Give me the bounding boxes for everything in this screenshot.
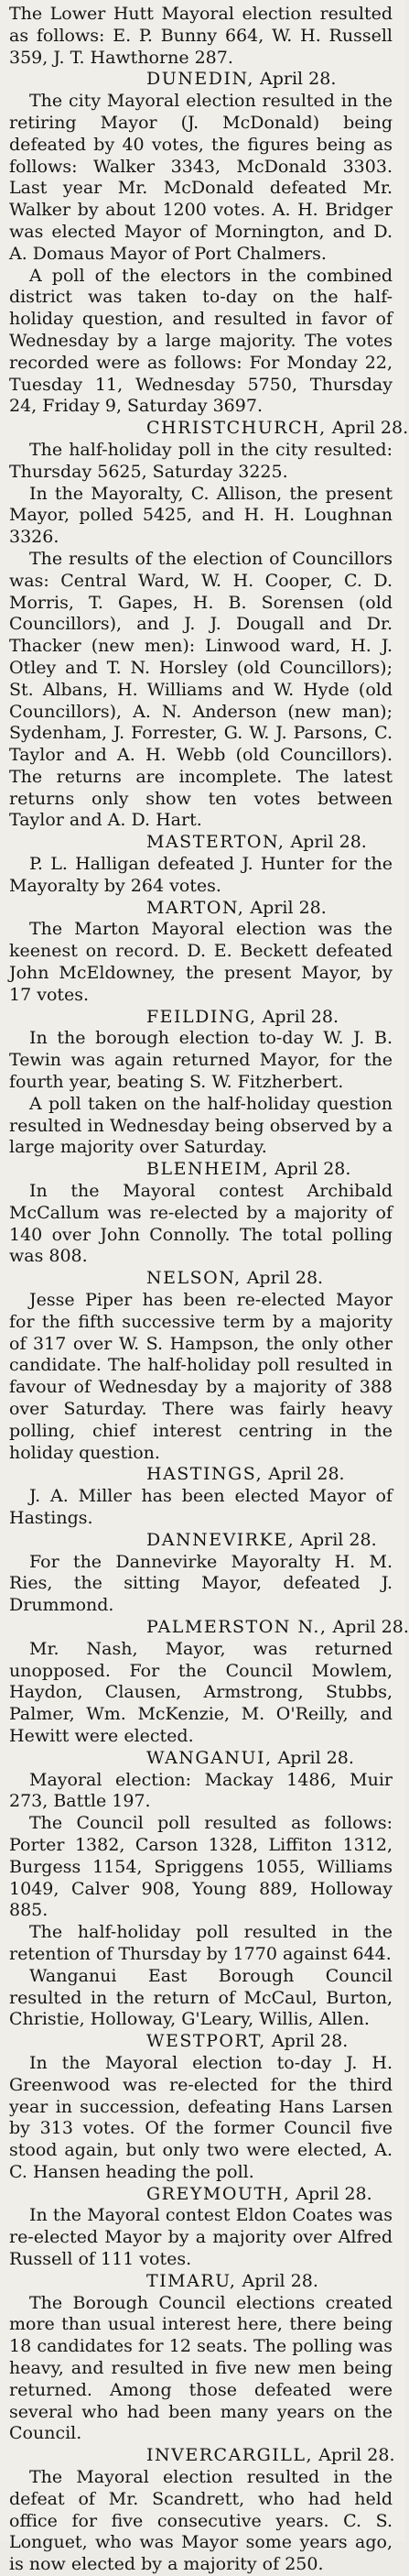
report-paragraph: A poll taken on the half-holiday question resulted in Wednesday being observed by a large majority over Saturday. xyxy=(9,1093,393,1158)
dateline xyxy=(9,2271,393,2293)
dateline-place: MARTON, xyxy=(146,897,245,918)
dateline xyxy=(9,1268,393,1290)
report-paragraph: The Mayoral election resulted in the defeat of Mr. Scandrett, who had held office for five consecutive years. C. S. Longuet, who was Mayor some years ago, is now elected by a majority of 250. xyxy=(9,2467,393,2575)
dateline-date: April 28. xyxy=(271,2031,349,2052)
report-paragraph: In the Mayoral contest Eldon Coates was re-elected Mayor by a majority over Alfred Russell of 111 votes. xyxy=(9,2205,393,2270)
report-paragraph: The half-holiday poll in the city resulted: Thursday 5625, Saturday 3225. xyxy=(9,439,393,482)
report-paragraph: In the borough election to-day W. J. B. Tewin was again returned Mayor, for the fourth year, beating S. W. Fitzherbert. xyxy=(9,1028,393,1093)
dateline-date: April 28. xyxy=(332,1616,409,1637)
dateline xyxy=(9,1007,393,1029)
dateline-place: WESTPORT, xyxy=(146,2031,266,2052)
dateline-date: April 28. xyxy=(242,2270,318,2291)
dateline-date: April 28. xyxy=(300,1529,377,1550)
dateline-place: NELSON, xyxy=(146,1268,242,1289)
dateline-place: MASTERTON, xyxy=(146,832,285,853)
dateline xyxy=(9,1748,393,1770)
dateline xyxy=(9,2184,393,2206)
dateline-date: April 28. xyxy=(296,2183,372,2204)
dateline-date: April 28. xyxy=(277,1747,354,1768)
dateline-place: PALMERSTON N., xyxy=(146,1616,328,1637)
dateline xyxy=(9,1159,393,1181)
dateline-date: April 28. xyxy=(259,69,337,90)
report-paragraph: The half-holiday poll resulted in the retention of Thursday by 1770 against 644. xyxy=(9,1922,393,1964)
dateline-place: FEILDING, xyxy=(146,1006,257,1027)
report-paragraph: The results of the election of Councillors was: Central Ward, W. H. Cooper, C. D. Morris, T. Gapes, H. B. Sorensen (old Councillors), and J. J. Dougall and Dr. Thacker (new men): Linwood ward, H. J. Otley and T. N. Horsley (old Councillors); St. Albans, H. Williams and W. Hyde (old Councillors), A. N. Anderson (new man); Sydenham, J. Forrester, G. W. J. Parsons, C. Taylor and A. H. Webb (old Councillors). The returns are incomplete. The latest returns only show ten votes between Taylor and A. D. Hart. xyxy=(9,548,393,831)
dateline-place: GREYMOUTH, xyxy=(146,2183,291,2204)
report-paragraph: Wanganui East Borough Council resulted in the return of McCaul, Burton, Christie, Holloway, G'Leary, Willis, Allen. xyxy=(9,1965,393,2030)
report-paragraph: In the Mayoral election to-day J. H. Greenwood was re-elected for the third year in succession, defeating Hans Larsen by 313 votes. Of the former Council five stood again, but only two were elected, A. C. Hansen heading the poll. xyxy=(9,2052,393,2182)
dateline xyxy=(9,1530,393,1552)
dateline xyxy=(9,1464,393,1486)
dateline-date: April 28. xyxy=(318,2445,395,2466)
dateline-date: April 28. xyxy=(274,1159,351,1180)
report-paragraph: The Lower Hutt Mayoral election resulted as follows: E. P. Bunny 664, W. H. Russell 359, J. T. Hawthorne 287. xyxy=(9,4,393,68)
dateline xyxy=(9,69,393,91)
dateline xyxy=(9,1616,409,1639)
report-paragraph: J. A. Miller has been elected Mayor of Hastings. xyxy=(9,1486,393,1528)
report-paragraph: In the Mayoral contest Archibald McCallum was re-elected by a majority of 140 over John Connolly. The total polling was 808. xyxy=(9,1181,393,1267)
dateline xyxy=(9,418,409,440)
dateline-place: DANNEVIRKE, xyxy=(146,1529,296,1550)
dateline xyxy=(9,2445,393,2467)
dateline xyxy=(9,898,393,920)
dateline-place: BLENHEIM, xyxy=(146,1159,270,1180)
dateline-place: HASTINGS, xyxy=(146,1464,264,1485)
dateline-date: April 28. xyxy=(331,418,409,439)
report-paragraph: The Borough Council elections created more than usual interest here, there being 18 candidates for 12 seats. The polling was heavy, and resulted in five new men being returned. Among those defeated were several who had been many years on the Council. xyxy=(9,2292,393,2444)
report-paragraph: The Council poll resulted as follows: Porter 1382, Carson 1328, Liffiton 1312, Burgess 1154, Spriggens 1055, Williams 1049, Calver 908, Young 889, Holloway 885. xyxy=(9,1813,393,1921)
report-paragraph: P. L. Halligan defeated J. Hunter for the Mayoralty by 264 votes. xyxy=(9,854,393,896)
report-paragraph: Jesse Piper has been re-elected Mayor for the fifth successive term by a majority of 317 over W. S. Hampson, the only other candidate. The half-holiday poll resulted in favour of Wednesday by a majority of 388 over Saturday. There was fairly heavy polling, chief interest centring in the holiday question. xyxy=(9,1290,393,1463)
dateline-date: April 28. xyxy=(250,897,327,918)
dateline-date: April 28. xyxy=(262,1006,339,1027)
report-paragraph: A poll of the electors in the combined district was taken to-day on the half-holiday question, and resulted in favor of Wednesday by a large majority. The votes recorded were as follows: For Monday 22, Tuesday 11, Wednesday 5750, Thursday 24, Friday 9, Saturday 3697. xyxy=(9,265,393,417)
dateline xyxy=(9,2031,393,2053)
report-paragraph: The Marton Mayoral election was the keenest on record. D. E. Beckett defeated John McEldowney, the present Mayor, by 17 votes. xyxy=(9,919,393,1005)
dateline-place: CHRISTCHURCH, xyxy=(146,418,327,439)
dateline-date: April 28. xyxy=(290,832,367,853)
dateline-place: INVERCARGILL, xyxy=(146,2445,314,2466)
report-paragraph: For the Dannevirke Mayoralty H. M. Ries, the sitting Mayor, defeated J. Drummond. xyxy=(9,1551,393,1616)
dateline-date: April 28. xyxy=(246,1268,324,1289)
report-paragraph: In the Mayoralty, C. Allison, the present Mayor, polled 5425, and H. H. Loughnan 3326. xyxy=(9,483,393,548)
dateline xyxy=(9,832,393,854)
report-paragraph: The city Mayoral election resulted in the retiring Mayor (J. McDonald) being defeated by 40 votes, the figures being as follows: Walker 3343, McDonald 3303. Last year Mr. McDonald defeated Mr. Walker by about 1200 votes. A. H. Bridger was elected Mayor of Mornington, and D. A. Domaus Mayor of Port Chalmers. xyxy=(9,91,393,264)
report-paragraph: Mayoral election: Mackay 1486, Muir 273, Battle 197. xyxy=(9,1769,393,1812)
dateline-date: April 28. xyxy=(268,1464,345,1485)
dateline-place: TIMARU, xyxy=(146,2270,237,2291)
dateline-place: WANGANUI, xyxy=(146,1747,273,1768)
dateline-place: DUNEDIN, xyxy=(146,69,254,90)
report-paragraph: Mr. Nash, Mayor, was returned unopposed. For the Council Mowlem, Haydon, Clausen, Armstrong, Stubbs, Palmer, Wm. McKenzie, M. O'Reilly, and Hewitt were elected. xyxy=(9,1638,393,1746)
